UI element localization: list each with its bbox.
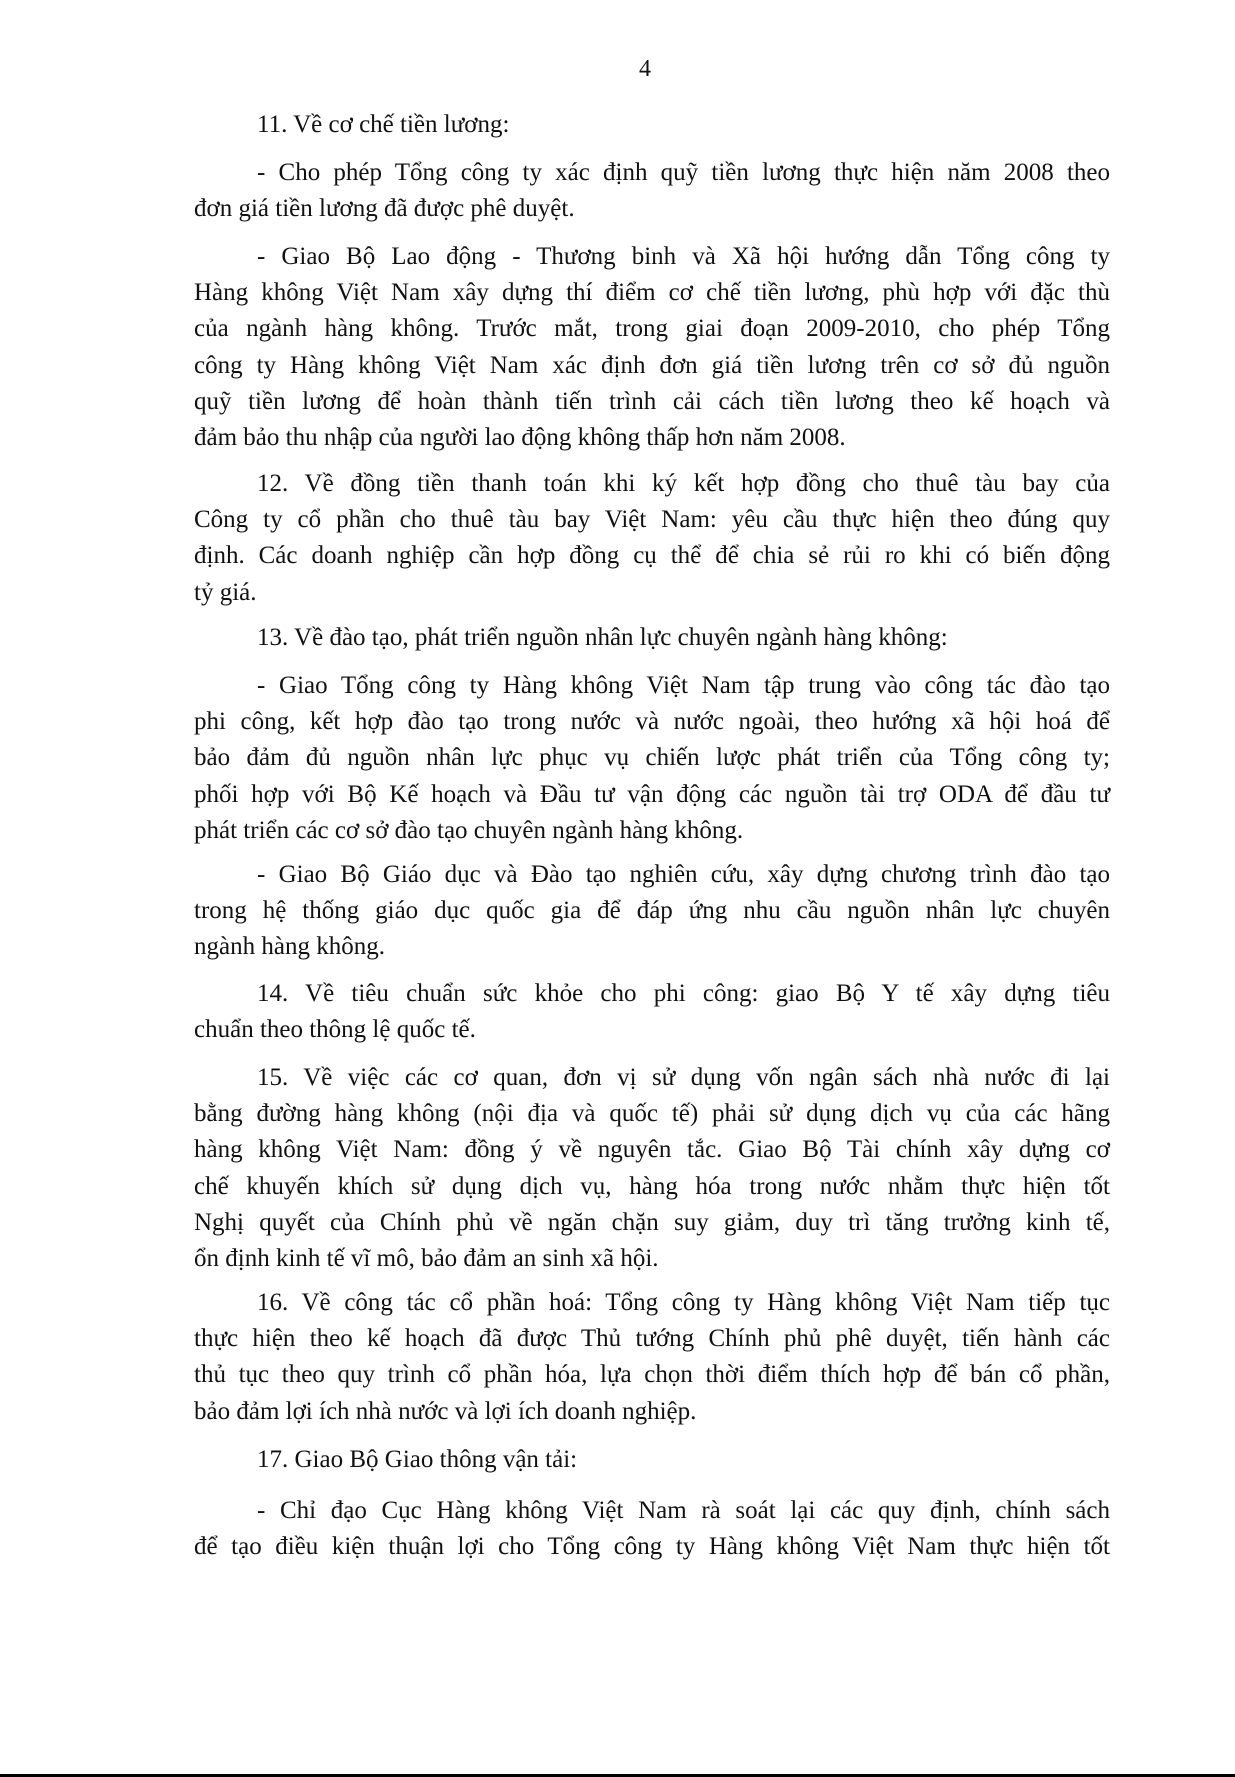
text-line: ngành hàng không. <box>194 933 385 961</box>
text-line: 13. Về đào tạo, phát triển nguồn nhân lực chuyên ngành hàng không: <box>257 624 948 651</box>
text-line: phi công, kết hợp đào tạo trong nước và nước ngoài, theo hướng xã hội hoá để <box>194 708 1110 736</box>
text-line: 17. Giao Bộ Giao thông vận tải: <box>257 1446 578 1473</box>
paragraph <box>194 155 1110 227</box>
text-line: Nghị quyết của Chính phủ về ngăn chặn suy giảm, duy trì tăng trưởng kinh tế, <box>194 1208 1110 1236</box>
text-line: thực hiện theo kế hoạch đã được Thủ tướng Chính phủ phê duyệt, tiến hành các <box>194 1325 1110 1353</box>
page-number: 4 <box>639 56 651 82</box>
text-line: - Giao Bộ Lao động - Thương binh và Xã hội hướng dẫn Tổng công ty <box>257 243 1110 270</box>
text-line: Hàng không Việt Nam xây dựng thí điểm cơ chế tiền lương, phù hợp với đặc thù <box>194 279 1110 307</box>
text-line: công ty Hàng không Việt Nam xác định đơn giá tiền lương trên cơ sở đủ nguồn <box>194 351 1110 379</box>
text-line: - Giao Tổng công ty Hàng không Việt Nam tập trung vào công tác đào tạo <box>257 672 1110 699</box>
text-line: phát triển các cơ sở đào tạo chuyên ngành hàng không. <box>194 816 744 844</box>
paragraph <box>194 239 1110 456</box>
text-line: tỷ giá. <box>194 578 257 606</box>
text-line: Công ty cổ phần cho thuê tàu bay Việt Nam: yêu cầu thực hiện theo đúng quy <box>194 506 1110 534</box>
text-line: của ngành hàng không. Trước mắt, trong giai đoạn 2009-2010, cho phép Tổng <box>194 315 1110 343</box>
text-line: 16. Về công tác cổ phần hoá: Tổng công ty Hàng không Việt Nam tiếp tục <box>257 1289 1110 1316</box>
text-line: 12. Về đồng tiền thanh toán khi ký kết hợp đồng cho thuê tàu bay của <box>257 470 1110 497</box>
text-line: - Chỉ đạo Cục Hàng không Việt Nam rà soát lại các quy định, chính sách <box>257 1497 1110 1524</box>
text-line: chế khuyến khích sử dụng dịch vụ, hàng hóa trong nước nhằm thực hiện tốt <box>194 1172 1110 1200</box>
paragraph <box>194 466 1110 611</box>
text-line: bằng đường hàng không (nội địa và quốc tế) phải sử dụng dịch vụ của các hãng <box>194 1100 1110 1128</box>
text-line: 14. Về tiêu chuẩn sức khỏe cho phi công: giao Bộ Y tế xây dựng tiêu <box>257 980 1110 1007</box>
paragraph <box>194 1493 1110 1565</box>
text-line: chuẩn theo thông lệ quốc tế. <box>194 1016 476 1044</box>
text-line: quỹ tiền lương để hoàn thành tiến trình cải cách tiền lương theo kế hoạch và <box>194 387 1110 415</box>
text-line: 11. Về cơ chế tiền lương: <box>257 111 510 138</box>
text-line: đảm bảo thu nhập của người lao động không thấp hơn năm 2008. <box>194 424 846 452</box>
paragraph <box>194 1442 1110 1478</box>
text-line: phối hợp với Bộ Kế hoạch và Đầu tư vận động các nguồn tài trợ ODA để đầu tư <box>194 780 1110 808</box>
paragraph <box>194 1285 1110 1430</box>
text-line: thủ tục theo quy trình cổ phần hóa, lựa chọn thời điểm thích hợp để bán cổ phần, <box>194 1361 1110 1389</box>
text-line: 15. Về việc các cơ quan, đơn vị sử dụng vốn ngân sách nhà nước đi lại <box>257 1064 1110 1091</box>
text-line: trong hệ thống giáo dục quốc gia để đáp ứng nhu cầu nguồn nhân lực chuyên <box>194 897 1110 925</box>
paragraph <box>194 107 1110 143</box>
text-line: - Cho phép Tổng công ty xác định quỹ tiền lương thực hiện năm 2008 theo <box>257 159 1110 186</box>
paragraph <box>194 857 1110 966</box>
text-line: đơn giá tiền lương đã được phê duyệt. <box>194 195 575 223</box>
text-line: bảo đảm đủ nguồn nhân lực phục vụ chiến lược phát triển của Tổng công ty; <box>194 744 1110 772</box>
paragraph <box>194 668 1110 849</box>
text-line: để tạo điều kiện thuận lợi cho Tổng công ty Hàng không Việt Nam thực hiện tốt <box>194 1533 1110 1561</box>
text-line: hàng không Việt Nam: đồng ý về nguyên tắc. Giao Bộ Tài chính xây dựng cơ <box>194 1136 1110 1164</box>
paragraph <box>194 1060 1110 1277</box>
text-line: bảo đảm lợi ích nhà nước và lợi ích doanh nghiệp. <box>194 1397 697 1425</box>
text-line: ổn định kinh tế vĩ mô, bảo đảm an sinh xã hội. <box>194 1245 659 1273</box>
paragraph <box>194 976 1110 1048</box>
paragraph <box>194 620 1110 656</box>
text-line: - Giao Bộ Giáo dục và Đào tạo nghiên cứu, xây dựng chương trình đào tạo <box>257 861 1110 888</box>
text-line: định. Các doanh nghiệp cần hợp đồng cụ thể để chia sẻ rủi ro khi có biến động <box>194 542 1110 570</box>
